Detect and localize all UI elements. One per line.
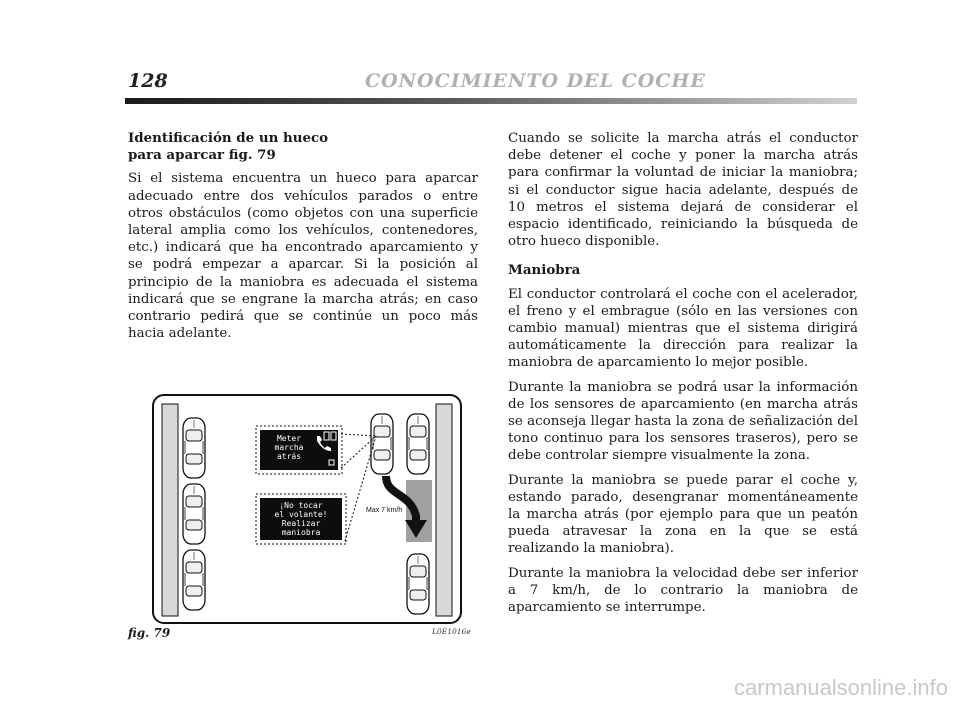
heading-line-2: para aparcar fig. 79 xyxy=(128,147,276,164)
paragraph: El conductor controlará el coche con el acelerador, el freno y el embrague (sólo en las versiones con cambio manual) mientras que el sistema dirigirá automáticamente la dirección para realizar la maniobra de aparcamiento lo mejor posible. xyxy=(508,286,858,371)
section-heading-identificacion xyxy=(128,130,478,164)
header-rule xyxy=(125,98,857,104)
display-text: Meter xyxy=(276,434,302,443)
display-text: atrás xyxy=(276,452,302,461)
heading-line-1: Identificación de un hueco xyxy=(128,130,329,146)
display-text: Realizar xyxy=(281,519,321,528)
paragraph: Si el sistema encuentra un hueco para aparcar adecuado entre dos vehículos parados o entre otros obstáculos (como objetos con una superficie lateral amplia como los vehículos, contenedores, etc.) indicará que ha encontrado aparcamiento y se podrá empezar a aparcar. Si la posición al principio de la maniobra es adecuada el sistema indicará que se engrane la marcha atrás; en caso contrario pedirá que se continúe un poco más hacia adelante. xyxy=(128,171,478,342)
parking-illustration xyxy=(154,396,460,622)
speed-label: Max 7 km/h xyxy=(366,507,403,514)
left-column xyxy=(128,130,478,349)
right-curb xyxy=(436,404,452,616)
parked-car xyxy=(407,554,429,614)
display-text: el volante! xyxy=(274,510,328,519)
maneuvering-car xyxy=(371,414,393,474)
section-heading-maniobra: Maniobra xyxy=(508,262,581,279)
paragraph: Durante la maniobra la velocidad debe ser inferior a 7 km/h, de lo contrario la maniobra de aparcamiento se interrumpe. xyxy=(508,565,858,616)
running-title: CONOCIMIENTO DEL COCHE xyxy=(365,70,706,92)
parked-car xyxy=(183,484,205,544)
display-text: ¡No tocar xyxy=(279,501,323,510)
display-text: marcha xyxy=(274,443,304,452)
paragraph: Durante la maniobra se puede parar el coche y, estando parado, desengranar momentáneamente la marcha atrás (por ejemplo para que un peatón pueda atravesar la zona en la que se está realizando la maniobra). xyxy=(508,472,858,557)
figure-79-parking-diagram xyxy=(152,394,462,624)
display-text: maniobra xyxy=(281,528,321,537)
footer-watermark: carmanualsonline.info xyxy=(733,675,948,700)
paragraph: Durante la maniobra se podrá usar la información de los sensores de aparcamiento (en marcha atrás se aconseja llegar hasta la zona de señalización del tono continuo para los sensores traseros), pero se debe controlar siempre visualmente la zona. xyxy=(508,379,858,464)
figure-caption: fig. 79 xyxy=(128,626,171,640)
left-curb xyxy=(162,404,178,616)
parked-car xyxy=(183,418,205,478)
right-column xyxy=(508,130,858,623)
figure-code: L0E1016e xyxy=(432,627,471,636)
parked-car xyxy=(407,414,429,474)
page-number: 128 xyxy=(128,70,168,92)
parked-car xyxy=(183,550,205,610)
paragraph: Cuando se solicite la marcha atrás el conductor debe detener el coche y poner la marcha atrás para confirmar la voluntad de iniciar la maniobra; si el conductor sigue hacia adelante, después de 10 metros el sistema dejará de considerar el espacio identificado, reiniciando la búsqueda de otro hueco disponible. xyxy=(508,131,858,250)
